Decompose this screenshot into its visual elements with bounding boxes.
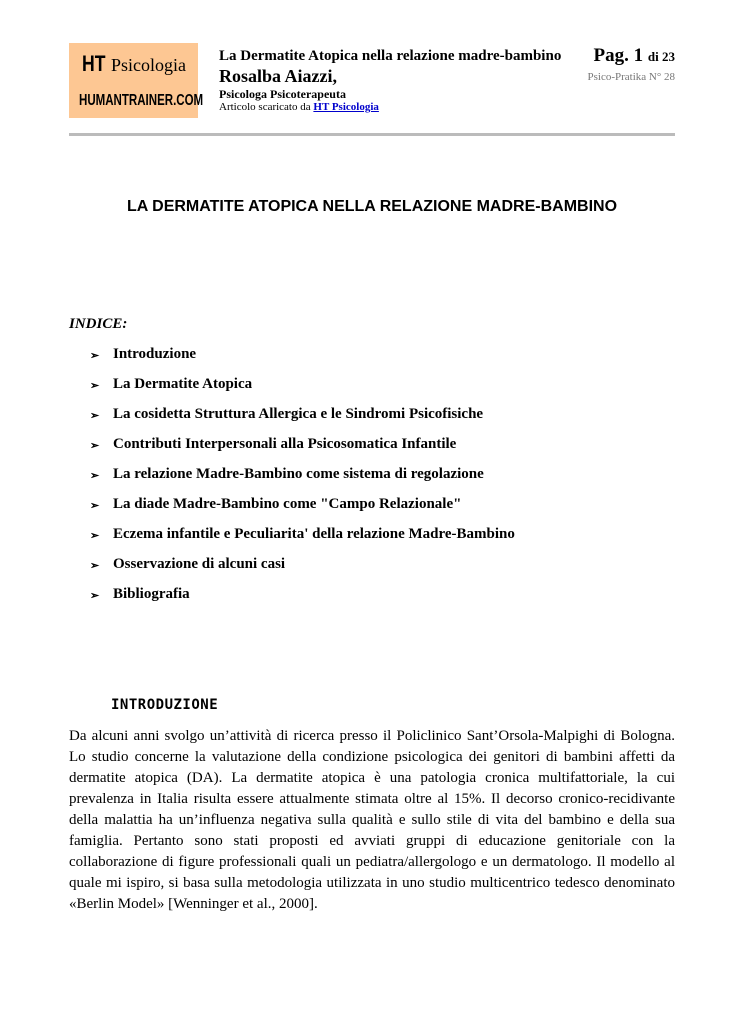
- toc-item-label: Introduzione: [113, 346, 197, 362]
- toc-item-label: Osservazione di alcuni casi: [113, 556, 286, 572]
- page-label: Pag.: [593, 45, 629, 66]
- page-total: di 23: [647, 49, 675, 64]
- table-of-contents: [90, 346, 515, 616]
- toc-item: [90, 526, 515, 556]
- toc-item-label: La relazione Madre-Bambino come sistema di regolazione: [113, 466, 484, 482]
- introduction-heading: INTRODUZIONE: [111, 697, 219, 713]
- article-prefix: Articolo scaricato da: [219, 101, 311, 113]
- toc-item: [90, 466, 515, 496]
- arrow-bullet-icon: ➢: [90, 560, 100, 572]
- toc-item-label: Eczema infantile e Peculiarita' della relazione Madre-Bambino: [113, 526, 515, 542]
- arrow-bullet-icon: ➢: [90, 440, 100, 452]
- page-current: 1: [633, 45, 644, 66]
- page-number: [594, 45, 675, 67]
- arrow-bullet-icon: ➢: [90, 380, 100, 392]
- arrow-bullet-icon: ➢: [90, 590, 100, 602]
- toc-item-label: La cosidetta Struttura Allergica e le Sindromi Psicofisiche: [113, 406, 484, 422]
- ht-psicologia-link[interactable]: HT Psicologia: [313, 101, 379, 113]
- journal-issue: Psico-Pratika N° 28: [587, 71, 675, 83]
- logo-humantrainer: HUMANTRAINER.COM: [79, 92, 204, 109]
- introduction-paragraph: Da alcuni anni svolgo un’attività di ricerca presso il Policlinico Sant’Orsola-Malpighi di Bologna. Lo studio concerne la valutazione della condizione psicologica dei genitori di bambini affetti da dermatite atopica (DA). La dermatite atopica è una patologia cronica multifattoriale, la cui prevalenza in Italia risulta essere attualmente stimata oltre al 15%. Il decorso cronico-recidivante della malattia ha un’influenza negativa sulla qualità e sullo stile di vita del bambino e della sua famiglia. Pertanto sono stati proposti ed avviati gruppi di educazione genitoriale con la collaborazione di figure professionali quali un pediatra/allergologo e un dermatologo. Il modello al quale mi ispiro, si basa sulla metodologia utilizzata in uno studio multicentrico tedesco denominato «Berlin Model» [Wenninger et al., 2000].: [69, 728, 675, 912]
- toc-item: [90, 376, 515, 406]
- toc-item-label: Contributi Interpersonali alla Psicosomatica Infantile: [113, 436, 457, 452]
- toc-item: [90, 496, 515, 526]
- toc-item-label: La Dermatite Atopica: [113, 376, 253, 392]
- arrow-bullet-icon: ➢: [90, 530, 100, 542]
- logo-ht: HT: [82, 51, 106, 76]
- toc-item-label: La diade Madre-Bambino come "Campo Relazionale": [113, 496, 462, 512]
- header-title: La Dermatite Atopica nella relazione madre-bambino: [219, 48, 562, 64]
- arrow-bullet-icon: ➢: [90, 470, 100, 482]
- toc-item: [90, 436, 515, 466]
- ht-psicologia-logo: [69, 43, 204, 118]
- index-heading: INDICE:: [69, 316, 128, 332]
- arrow-bullet-icon: ➢: [90, 350, 100, 362]
- toc-item: [90, 556, 515, 586]
- arrow-bullet-icon: ➢: [90, 500, 100, 512]
- toc-item: [90, 586, 515, 616]
- toc-item: [90, 406, 515, 436]
- header-article-source: [219, 101, 379, 113]
- header-role: Psicologa Psicoterapeuta: [219, 87, 346, 101]
- logo-psicologia: Psicologia: [111, 55, 186, 75]
- document-title: LA DERMATITE ATOPICA NELLA RELAZIONE MADRE-BAMBINO: [126, 198, 618, 215]
- header-divider: [69, 133, 675, 136]
- header-author: Rosalba Aiazzi,: [219, 66, 338, 86]
- toc-item-label: Bibliografia: [113, 586, 190, 602]
- toc-item: [90, 346, 515, 376]
- arrow-bullet-icon: ➢: [90, 410, 100, 422]
